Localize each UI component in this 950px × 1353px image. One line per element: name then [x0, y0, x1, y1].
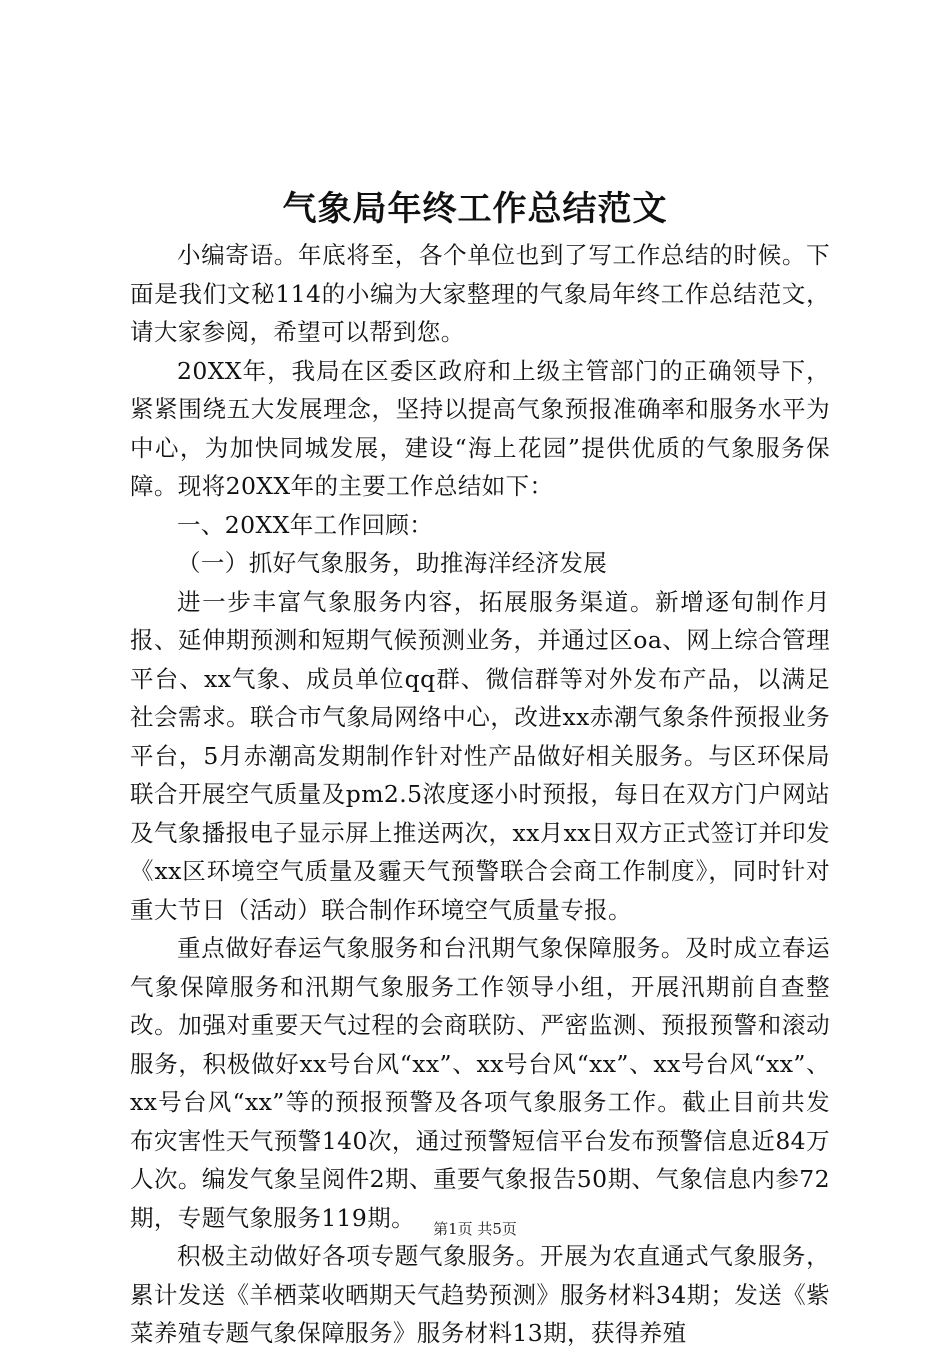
paragraph-overview: 20XX年，我局在区委区政府和上级主管部门的正确领导下，紧紧围绕五大发展理念，坚持以提高气象预报准确率和服务水平为中心，为加快同城发展，建设“海上花园”提供优质的气象服务保障。现将20XX年的主要工作总结如下：: [130, 356, 830, 500]
paragraph-typhoon-service: 重点做好春运气象服务和台汛期气象保障服务。及时成立春运气象保障服务和汛期气象服务工作领导小组，开展汛期前自查整改。加强对重要天气过程的会商联防、严密监测、预报预警和滚动服务，积极做好xx号台风“xx”、xx号台风“xx”、xx号台风“xx”、xx号台风“xx”等的预报预警及各项气象服务工作。截止目前共发布灾害性天气预警140次，通过预警短信平台发布预警信息近84万人次。编发气象呈阅件2期、重要气象报告50期、气象信息内参72期，专题气象服务119期。: [130, 934, 830, 1232]
paragraph-service-content: 进一步丰富气象服务内容，拓展服务渠道。新增逐旬制作月报、延伸期预测和短期气候预测业务，并通过区oa、网上综合管理平台、xx气象、成员单位qq群、微信群等对外发布产品，以满足社会需求。联合市气象局网络中心，改进xx赤潮气象条件预报业务平台，5月赤潮高发期制作针对性产品做好相关服务。与区环保局联合开展空气质量及pm2.5浓度逐小时预报，每日在双方门户网站及气象播报电子显示屏上推送两次，xx月xx日双方正式签订并印发《xx区环境空气质量及霾天气预警联合会商工作制度》，同时针对重大节日（活动）联合制作环境空气质量专报。: [130, 587, 830, 924]
subsection-heading: （一）抓好气象服务，助推海洋经济发展: [177, 549, 608, 577]
document-title: 气象局年终工作总结范文: [282, 189, 668, 229]
document-body: [130, 236, 830, 1353]
paragraph-special-service: 积极主动做好各项专题气象服务。开展为农直通式气象服务，累计发送《羊栖菜收晒期天气趋势预测》服务材料34期；发送《紫菜养殖专题气象保障服务》服务材料13期，获得养殖: [130, 1242, 830, 1347]
page-footer: 第1页 共5页: [433, 1220, 517, 1238]
section-heading: 一、20XX年工作回顾：: [177, 510, 434, 539]
paragraph-intro: 小编寄语。年底将至，各个单位也到了写工作总结的时候。下面是我们文秘114的小编为大家整理的气象局年终工作总结范文，请大家参阅，希望可以帮到您。: [130, 241, 830, 346]
